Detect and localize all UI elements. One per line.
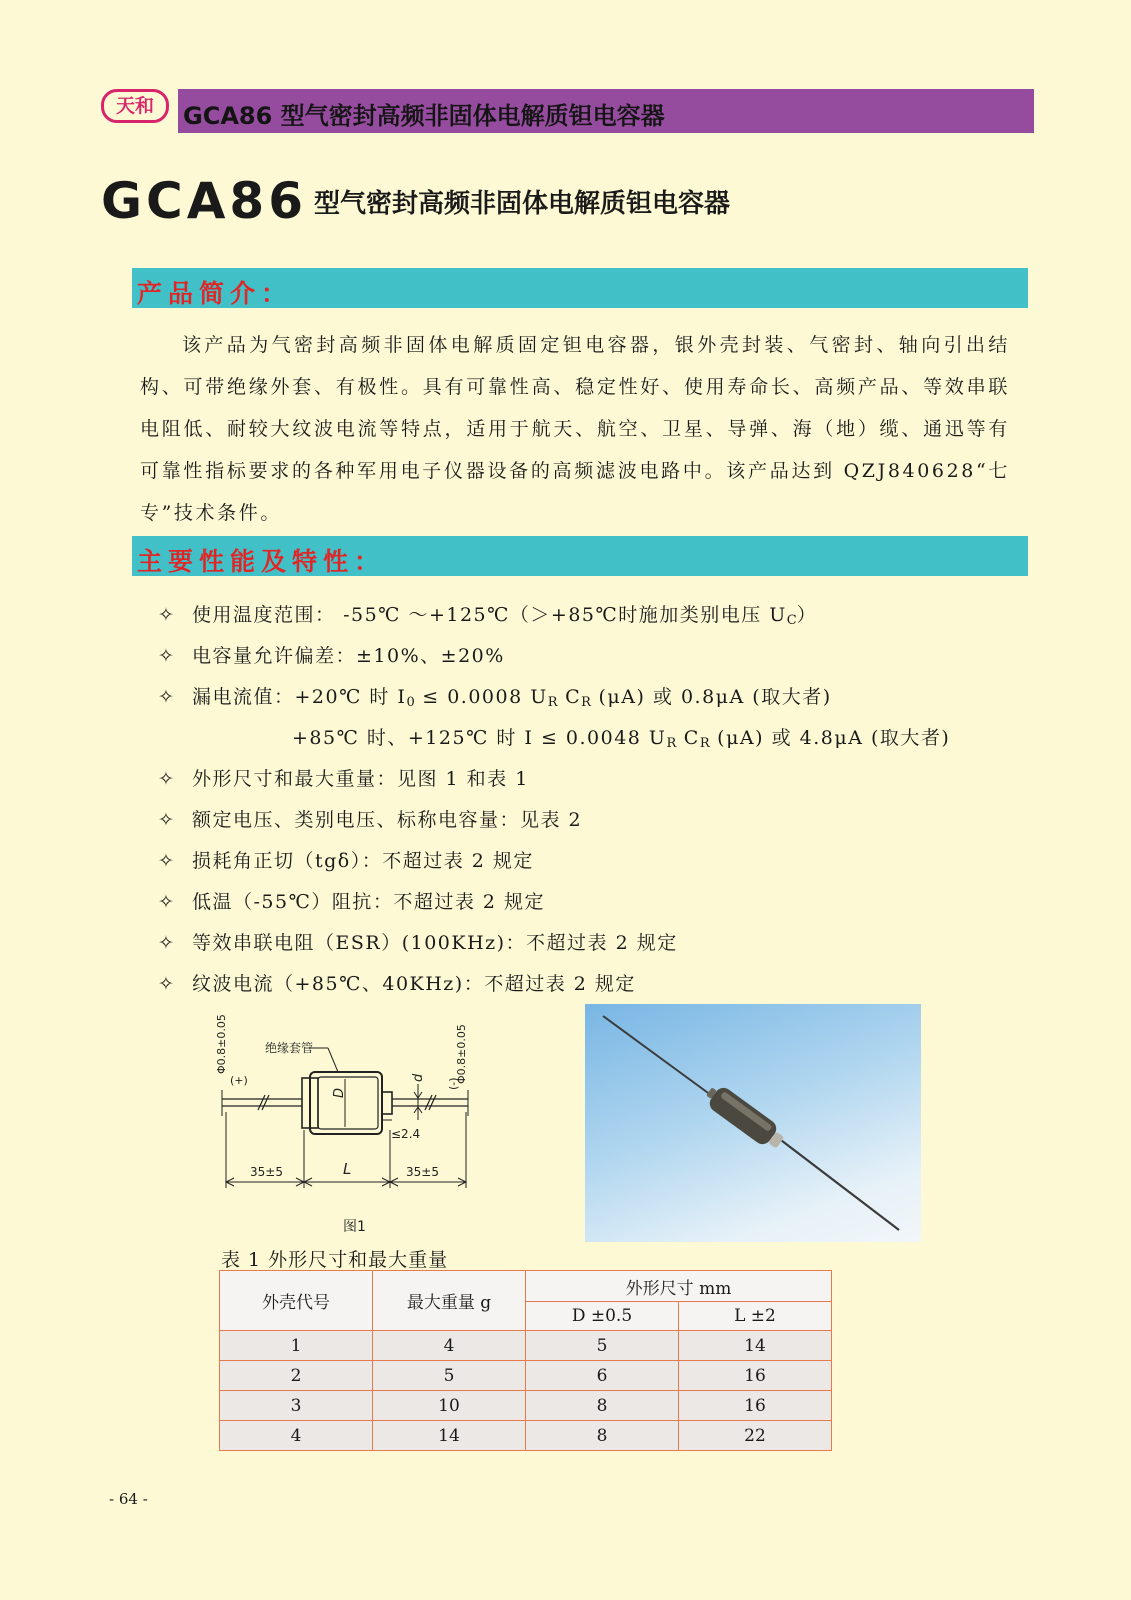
feature-temperature: ✧ 使用温度范围： -55℃ ～+125℃（＞+85℃时施加类别电压 $U_C$） (158, 604, 818, 628)
table-row (220, 1391, 832, 1421)
table-cell-code: 1 (220, 1331, 373, 1361)
table-cell-l: 16 (679, 1391, 832, 1421)
table-caption: 表 1 外形尺寸和最大重量 (221, 1249, 449, 1271)
page-title-name: 型气密封高频非固体电解质钽电容器 (314, 189, 731, 219)
table-cell-weight: 4 (373, 1331, 526, 1361)
table-cell-code: 3 (220, 1391, 373, 1421)
intro-paragraph: 该产品为气密封高频非固体电解质固定钽电容器，银外壳封装、气密封、轴向引出结构、可带绝缘外套、有极性。具有可靠性高、稳定性好、使用寿命长、高频产品、等效串联电阻低、耐较大纹波电流等特点，适用于航天、航空、卫星、导弹、海（地）缆、通迅等有可靠性指标要求的各种军用电子仪器设备的高频滤波电路中。该产品达到 QZJ840628“七专”技术条件。 (140, 334, 1010, 524)
table-header-weight: 最大重量 g (373, 1271, 526, 1331)
feature-low-temp-impedance: ✧ 低温（-55℃）阻抗：不超过表 2 规定 (158, 891, 546, 913)
figure-lead-len-right: 35±5 (406, 1165, 439, 1179)
feature-leakage-20c: ✧ 漏电流值：+20℃ 时 $I_0 \le 0.0008$ $U_R$ $C_R$ (μA) 或 0.8μA (取大者) (158, 686, 832, 710)
figure-sleeve-label: 绝缘套管 (265, 1041, 314, 1055)
table-cell-weight: 10 (373, 1391, 526, 1421)
feature-rated-voltage: ✧ 额定电压、类别电压、标称电容量：见表 2 (158, 809, 583, 831)
table-row (220, 1331, 832, 1361)
page-title-model: GCA86 (101, 172, 308, 230)
product-photo (585, 1004, 921, 1242)
table-cell-d: 6 (526, 1361, 679, 1391)
figure-lead-dia-right: Φ0.8±0.05 (455, 1024, 468, 1084)
figure-minus-label: (-) (447, 1077, 460, 1090)
figure-plus-label: (+) (230, 1074, 248, 1087)
figure-body-len: L (343, 1160, 352, 1178)
feature-tolerance: ✧ 电容量允许偏差：±10%、±20% (158, 645, 505, 667)
section-title-intro: 产品简介： (137, 279, 293, 308)
dimensions-table (219, 1270, 832, 1451)
figure-lead-len-left: 35±5 (250, 1165, 283, 1179)
capacitor-image (585, 1004, 921, 1242)
feature-esr: ✧ 等效串联电阻（ESR）(100KHz)：不超过表 2 规定 (158, 932, 678, 954)
figure-body-dia-label: D (332, 1087, 347, 1098)
table-cell-weight: 5 (373, 1361, 526, 1391)
table-cell-code: 4 (220, 1421, 373, 1451)
figure-gap-label: ≤2.4 (391, 1127, 421, 1141)
table-header-dims: 外形尺寸 mm (526, 1271, 832, 1302)
dimension-drawing (210, 1012, 500, 1247)
table-cell-d: 8 (526, 1421, 679, 1451)
feature-leakage-85c: +85℃ 时、+125℃ 时 I ≤ 0.0048 $U_R$ $C_R$ (μA) 或 4.8μA (取大者) (292, 727, 951, 751)
table-row (220, 1421, 832, 1451)
table-cell-code: 2 (220, 1361, 373, 1391)
table-cell-weight: 14 (373, 1421, 526, 1451)
table-cell-l: 16 (679, 1361, 832, 1391)
feature-tan-delta: ✧ 损耗角正切（tgδ）：不超过表 2 规定 (158, 850, 534, 872)
header-title: GCA86 型气密封高频非固体电解质钽电容器 (183, 102, 665, 130)
feature-dimensions: ✧ 外形尺寸和最大重量：见图 1 和表 1 (158, 768, 529, 790)
table-cell-l: 22 (679, 1421, 832, 1451)
figure-lead-d-label: d (411, 1073, 426, 1082)
table-header-d: D ±0.5 (526, 1302, 679, 1331)
table-cell-l: 14 (679, 1331, 832, 1361)
table-cell-d: 5 (526, 1331, 679, 1361)
table-header-code: 外壳代号 (220, 1271, 373, 1331)
feature-ripple-current: ✧ 纹波电流（+85℃、40KHz)：不超过表 2 规定 (158, 973, 636, 995)
section-title-features: 主要性能及特性： (137, 547, 386, 576)
page-number: - 64 - (109, 1490, 148, 1508)
brand-logo: 天和 (101, 89, 169, 123)
table-header-l: L ±2 (679, 1302, 832, 1331)
table-row (220, 1361, 832, 1391)
figure-lead-dia-left: Φ0.8±0.05 (215, 1014, 228, 1074)
table-cell-d: 8 (526, 1391, 679, 1421)
figure-caption: 图1 (343, 1219, 366, 1235)
